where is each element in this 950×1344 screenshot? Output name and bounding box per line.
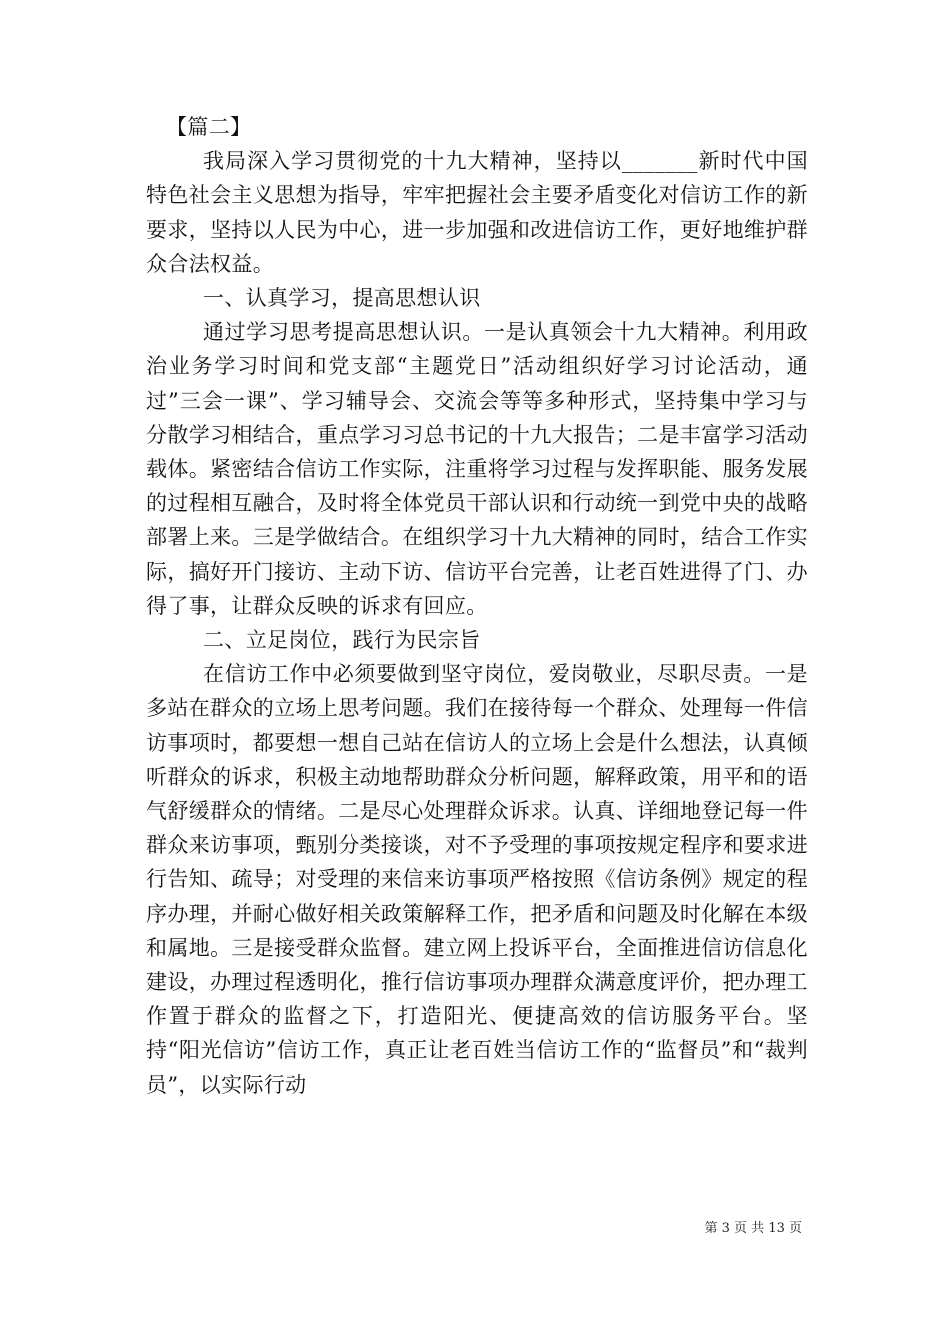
intro-paragraph: 我局深入学习贯彻党的十九大精神，坚持以_______新时代中国特色社会主义思想为指导，牢牢把握社会主要矛盾变化对信访工作的新要求，坚持以人民为中心，进一步加强和改进信访工作，更好地维护群众合法权益。 bbox=[146, 149, 808, 276]
paragraph-1: 通过学习思考提高思想认识。一是认真领会十九大精神。利用政治业务学习时间和党支部“主题党日”活动组织好学习讨论活动，通过”三会一课”、学习辅导会、交流会等等多种形式，坚持集中学习与分散学习相结合，重点学习习总书记的十九大报告；二是丰富学习活动载体。紧密结合信访工作实际，注重将学习过程与发挥职能、服务发展的过程相互融合，及时将全体党员干部认识和行动统一到党中央的战略部署上来。三是学做结合。在组织学习十九大精神的同时，结合工作实际，搞好开门接访、主动下访、信访平台完善，让老百姓进得了门、办得了事，让群众反映的诉求有回应。 bbox=[146, 320, 808, 618]
document-body bbox=[146, 110, 808, 1102]
section-heading-2: 二、立足岗位，践行为民宗旨 bbox=[203, 628, 481, 653]
section-heading-1: 一、认真学习，提高思想认识 bbox=[203, 286, 481, 311]
section-label: 【篇二】 bbox=[166, 115, 252, 139]
page-number-footer: 第 3 页 共 13 页 bbox=[704, 1221, 802, 1236]
paragraph-2: 在信访工作中必须要做到坚守岗位，爱岗敬业，尽职尽责。一是多站在群众的立场上思考问题。我们在接待每一个群众、处理每一件信访事项时，都要想一想自己站在信访人的立场上会是什么想法，认真倾听群众的诉求，积极主动地帮助群众分析问题，解释政策，用平和的语气舒缓群众的情绪。二是尽心处理群众诉求。认真、详细地登记每一件群众来访事项，甄别分类接谈，对不予受理的事项按规定程序和要求进行告知、疏导；对受理的来信来访事项严格按照《信访条例》规定的程序办理，并耐心做好相关政策解释工作，把矛盾和问题及时化解在本级和属地。三是接受群众监督。建立网上投诉平台，全面推进信访信息化建设，办理过程透明化，推行信访事项办理群众满意度评价，把办理工作置于群众的监督之下，打造阳光、便捷高效的信访服务平台。坚持“阳光信访”信访工作，真正让老百姓当信访工作的“监督员”和“裁判员”，以实际行动 bbox=[146, 662, 808, 1097]
